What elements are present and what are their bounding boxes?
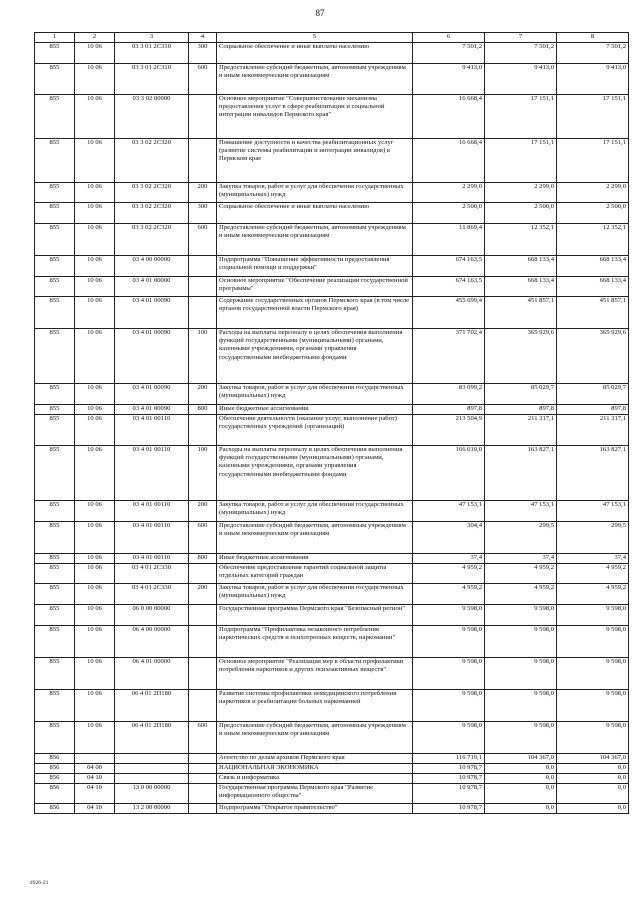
cell-amount-year-2: 9 598,0 [485, 722, 557, 754]
cell-amount-year-3: 365 929,6 [557, 329, 629, 384]
cell-name: Социальное обеспечение и иные выплаты населению [217, 43, 413, 64]
cell-target-article: 03 3 01 2С310 [115, 43, 189, 64]
cell-amount-year-3: 9 598,0 [557, 690, 629, 722]
header-row [35, 33, 629, 43]
cell-expense-type: 600 [189, 224, 217, 256]
cell-section: 10 06 [75, 722, 115, 754]
cell-amount-year-2: 4 959,2 [485, 564, 557, 584]
cell-name: Агентство по делам архивов Пермского края [217, 754, 413, 764]
cell-amount-year-3: 47 153,1 [557, 501, 629, 522]
cell-target-article: 03 4 01 00110 [115, 522, 189, 554]
cell-section: 10 06 [75, 297, 115, 329]
cell-ministry: 855 [35, 297, 75, 329]
cell-amount-year-3: 668 133,4 [557, 277, 629, 297]
cell-amount-year-1: 10 978,7 [413, 764, 485, 774]
cell-amount-year-3: 0,0 [557, 784, 629, 804]
cell-amount-year-2: 299,5 [485, 522, 557, 554]
cell-name: Закупка товаров, работ и услуг для обеспечения государственных (муниципальных) нужд [217, 501, 413, 522]
cell-amount-year-2: 9 598,0 [485, 605, 557, 626]
cell-ministry: 855 [35, 43, 75, 64]
cell-target-article: 03 4 01 00110 [115, 446, 189, 501]
cell-expense-type [189, 754, 217, 764]
cell-amount-year-1: 83 099,2 [413, 384, 485, 405]
cell-expense-type [189, 774, 217, 784]
cell-amount-year-3: 17 151,1 [557, 95, 629, 139]
cell-expense-type [189, 95, 217, 139]
cell-expense-type [189, 658, 217, 690]
cell-section: 04 00 [75, 764, 115, 774]
cell-expense-type: 600 [189, 722, 217, 754]
cell-section: 10 06 [75, 203, 115, 224]
cell-target-article: 03 3 02 00000 [115, 95, 189, 139]
cell-target-article: 03 3 02 2С320 [115, 183, 189, 203]
cell-name: Предоставление субсидий бюджетным, автономным учреждениям и иным некоммерческим организациям [217, 722, 413, 754]
cell-amount-year-1: 4 959,2 [413, 564, 485, 584]
cell-ministry: 855 [35, 256, 75, 277]
cell-expense-type [189, 605, 217, 626]
cell-section: 10 06 [75, 277, 115, 297]
table-row [35, 764, 629, 774]
cell-amount-year-3: 37,4 [557, 554, 629, 564]
cell-amount-year-3: 211 317,1 [557, 415, 629, 446]
cell-ministry: 855 [35, 329, 75, 384]
cell-name: Основное мероприятие "Обеспечение реализации государственной программы" [217, 277, 413, 297]
cell-amount-year-3: 9 598,0 [557, 626, 629, 658]
table-row [35, 754, 629, 764]
cell-amount-year-3: 0,0 [557, 774, 629, 784]
cell-amount-year-2: 9 598,0 [485, 658, 557, 690]
cell-amount-year-2: 9 598,0 [485, 626, 557, 658]
cell-amount-year-3: 4 959,2 [557, 584, 629, 605]
cell-amount-year-2: 12 352,1 [485, 224, 557, 256]
cell-ministry: 855 [35, 501, 75, 522]
cell-name: Закупка товаров, работ и услуг для обеспечения государственных (муниципальных) нужд [217, 384, 413, 405]
cell-name: Предоставление субсидий бюджетным, автономным учреждениям и иным некоммерческим организациям [217, 522, 413, 554]
cell-amount-year-3: 2 500,0 [557, 203, 629, 224]
cell-name: Иные бюджетные ассигнования [217, 405, 413, 415]
cell-section: 10 06 [75, 224, 115, 256]
cell-section: 10 06 [75, 690, 115, 722]
table-row [35, 43, 629, 64]
cell-target-article: 03 4 01 00110 [115, 554, 189, 564]
cell-expense-type: 100 [189, 329, 217, 384]
cell-target-article: 03 3 01 2С310 [115, 64, 189, 95]
cell-expense-type: 300 [189, 203, 217, 224]
cell-expense-type [189, 784, 217, 804]
cell-amount-year-2: 4 959,2 [485, 584, 557, 605]
cell-expense-type: 800 [189, 554, 217, 564]
cell-amount-year-2: 211 317,1 [485, 415, 557, 446]
table-row [35, 256, 629, 277]
cell-amount-year-1: 11 869,4 [413, 224, 485, 256]
cell-ministry: 855 [35, 584, 75, 605]
cell-name: Обеспечение предоставления гарантий социальной защиты отдельных категорий граждан [217, 564, 413, 584]
cell-name: Иные бюджетные ассигнования [217, 554, 413, 564]
cell-ministry: 855 [35, 139, 75, 183]
cell-amount-year-1: 897,8 [413, 405, 485, 415]
cell-amount-year-3: 85 029,7 [557, 384, 629, 405]
cell-ministry: 855 [35, 277, 75, 297]
cell-ministry: 855 [35, 405, 75, 415]
cell-amount-year-3: 897,8 [557, 405, 629, 415]
cell-amount-year-1: 9 413,0 [413, 64, 485, 95]
cell-amount-year-1: 16 668,4 [413, 139, 485, 183]
table-row [35, 384, 629, 405]
cell-name: Подпрограмма "Повышение эффективности предоставления социальной помощи и поддержки" [217, 256, 413, 277]
table-row [35, 564, 629, 584]
cell-amount-year-1: 10 978,7 [413, 774, 485, 784]
cell-expense-type [189, 277, 217, 297]
cell-ministry: 856 [35, 764, 75, 774]
budget-table [34, 32, 629, 814]
cell-amount-year-2: 104 367,0 [485, 754, 557, 764]
cell-amount-year-3: 9 598,0 [557, 605, 629, 626]
cell-target-article: 03 4 01 00090 [115, 297, 189, 329]
cell-amount-year-2: 668 133,4 [485, 256, 557, 277]
cell-section: 10 06 [75, 415, 115, 446]
column-header: 2 [75, 33, 115, 43]
column-header: 7 [485, 33, 557, 43]
cell-amount-year-1: 2 299,0 [413, 183, 485, 203]
cell-amount-year-1: 674 163,5 [413, 277, 485, 297]
cell-amount-year-2: 0,0 [485, 764, 557, 774]
cell-section: 10 06 [75, 183, 115, 203]
cell-ministry: 855 [35, 658, 75, 690]
column-header: 1 [35, 33, 75, 43]
cell-amount-year-3: 2 299,0 [557, 183, 629, 203]
cell-amount-year-3: 0,0 [557, 804, 629, 814]
cell-name: Содержание государственных органов Пермского края (в том числе органов государственной власти Пермского края) [217, 297, 413, 329]
column-header: 5 [217, 33, 413, 43]
cell-ministry: 855 [35, 722, 75, 754]
cell-ministry: 856 [35, 774, 75, 784]
cell-target-article: 03 4 01 00090 [115, 329, 189, 384]
table-row [35, 522, 629, 554]
cell-amount-year-3: 7 501,2 [557, 43, 629, 64]
cell-target-article: 13 0 00 00000 [115, 784, 189, 804]
cell-section: 10 06 [75, 501, 115, 522]
cell-name: Расходы на выплаты персоналу в целях обеспечения выполнения функций государственными (муниципальными) органами, казенными учреждениями, органами управления государственными внебюджетными фондами [217, 446, 413, 501]
cell-section: 10 06 [75, 554, 115, 564]
cell-expense-type [189, 297, 217, 329]
cell-amount-year-3: 9 598,0 [557, 658, 629, 690]
cell-amount-year-1: 4 959,2 [413, 584, 485, 605]
column-header: 4 [189, 33, 217, 43]
cell-expense-type [189, 690, 217, 722]
document-code: 4926-21 [30, 880, 49, 886]
page-number: 87 [315, 8, 325, 18]
cell-amount-year-3: 104 367,0 [557, 754, 629, 764]
cell-ministry: 855 [35, 605, 75, 626]
cell-section: 10 06 [75, 584, 115, 605]
cell-ministry: 855 [35, 522, 75, 554]
cell-section: 04 10 [75, 774, 115, 784]
cell-ministry: 855 [35, 626, 75, 658]
cell-amount-year-3: 9 413,0 [557, 64, 629, 95]
cell-name: Государственная программа Пермского края "Развитие информационного общества" [217, 784, 413, 804]
cell-ministry: 856 [35, 804, 75, 814]
cell-name: Закупка товаров, работ и услуг для обеспечения государственных (муниципальных) нужд [217, 183, 413, 203]
cell-amount-year-2: 17 151,1 [485, 95, 557, 139]
cell-amount-year-2: 47 153,1 [485, 501, 557, 522]
cell-amount-year-2: 37,4 [485, 554, 557, 564]
cell-target-article [115, 764, 189, 774]
cell-target-article [115, 774, 189, 784]
cell-name: Предоставление субсидий бюджетным, автономным учреждениям и иным некоммерческим организациям [217, 64, 413, 95]
table-row [35, 722, 629, 754]
cell-ministry: 855 [35, 64, 75, 95]
cell-amount-year-1: 9 598,0 [413, 690, 485, 722]
cell-section: 10 06 [75, 626, 115, 658]
cell-ministry: 855 [35, 95, 75, 139]
cell-amount-year-2: 9 598,0 [485, 690, 557, 722]
cell-name: Социальное обеспечение и иные выплаты населению [217, 203, 413, 224]
cell-amount-year-1: 37,4 [413, 554, 485, 564]
column-header: 8 [557, 33, 629, 43]
cell-expense-type [189, 764, 217, 774]
cell-target-article: 03 3 02 2С320 [115, 203, 189, 224]
cell-amount-year-1: 455 699,4 [413, 297, 485, 329]
cell-amount-year-2: 365 929,6 [485, 329, 557, 384]
cell-section: 04 10 [75, 804, 115, 814]
cell-amount-year-3: 668 133,4 [557, 256, 629, 277]
cell-section: 10 06 [75, 405, 115, 415]
cell-name: Повышение доступности и качества реабилитационных услуг (развитие системы реабилитации и интеграции инвалидов) в Пермском крае [217, 139, 413, 183]
cell-ministry: 855 [35, 446, 75, 501]
cell-amount-year-1: 166 010,0 [413, 446, 485, 501]
table-row [35, 139, 629, 183]
cell-amount-year-1: 304,4 [413, 522, 485, 554]
table-row [35, 804, 629, 814]
table-row [35, 446, 629, 501]
cell-ministry: 855 [35, 384, 75, 405]
cell-ministry: 855 [35, 690, 75, 722]
cell-amount-year-3: 9 598,0 [557, 722, 629, 754]
cell-target-article: 06 0 00 00000 [115, 605, 189, 626]
cell-target-article: 03 4 00 00000 [115, 256, 189, 277]
cell-amount-year-1: 7 501,2 [413, 43, 485, 64]
cell-amount-year-3: 4 959,2 [557, 564, 629, 584]
cell-expense-type: 200 [189, 384, 217, 405]
table-row [35, 95, 629, 139]
cell-amount-year-2: 0,0 [485, 804, 557, 814]
table-row [35, 774, 629, 784]
cell-amount-year-1: 16 668,4 [413, 95, 485, 139]
cell-section: 10 06 [75, 658, 115, 690]
cell-amount-year-2: 9 413,0 [485, 64, 557, 95]
cell-name: Предоставление субсидий бюджетным, автономным учреждениям и иным некоммерческим организациям [217, 224, 413, 256]
cell-section: 10 06 [75, 95, 115, 139]
cell-amount-year-1: 47 153,1 [413, 501, 485, 522]
cell-section: 10 06 [75, 256, 115, 277]
table-row [35, 224, 629, 256]
cell-name: Основное мероприятие "Совершенствование механизма предоставления услуг в сфере реабилитации и социальной интеграции инвалидов Пермского края" [217, 95, 413, 139]
cell-amount-year-3: 17 151,1 [557, 139, 629, 183]
cell-ministry: 855 [35, 183, 75, 203]
cell-amount-year-2: 897,8 [485, 405, 557, 415]
cell-target-article: 03 4 01 00110 [115, 501, 189, 522]
cell-expense-type: 100 [189, 446, 217, 501]
cell-amount-year-2: 163 827,1 [485, 446, 557, 501]
cell-target-article: 03 4 01 00090 [115, 384, 189, 405]
cell-section: 10 06 [75, 43, 115, 64]
cell-expense-type: 200 [189, 183, 217, 203]
table-row [35, 784, 629, 804]
cell-name: Основное мероприятие "Реализация мер в области профилактики потребления наркотиков и других психоактивных веществ" [217, 658, 413, 690]
cell-target-article: 13 2 00 00000 [115, 804, 189, 814]
cell-section: 10 06 [75, 139, 115, 183]
cell-expense-type [189, 139, 217, 183]
cell-section: 10 06 [75, 64, 115, 95]
cell-name: Связь и информатика [217, 774, 413, 784]
cell-amount-year-3: 0,0 [557, 764, 629, 774]
cell-expense-type [189, 415, 217, 446]
cell-target-article: 03 4 01 00090 [115, 405, 189, 415]
table-row [35, 329, 629, 384]
cell-amount-year-1: 371 702,4 [413, 329, 485, 384]
cell-name: Обеспечение деятельности (оказание услуг, выполнение работ) государственных учреждений (организаций) [217, 415, 413, 446]
table-row [35, 690, 629, 722]
cell-expense-type: 200 [189, 584, 217, 605]
table-row [35, 203, 629, 224]
cell-amount-year-1: 10 978,7 [413, 804, 485, 814]
cell-target-article [115, 754, 189, 764]
cell-amount-year-1: 116 719,1 [413, 754, 485, 764]
table-row [35, 183, 629, 203]
cell-expense-type [189, 564, 217, 584]
table-row [35, 626, 629, 658]
table-row [35, 405, 629, 415]
cell-name: Государственная программа Пермского края "Безопасный регион" [217, 605, 413, 626]
cell-amount-year-1: 2 500,0 [413, 203, 485, 224]
column-header: 3 [115, 33, 189, 43]
table-row [35, 605, 629, 626]
cell-expense-type [189, 804, 217, 814]
cell-name: НАЦИОНАЛЬНАЯ ЭКОНОМИКА [217, 764, 413, 774]
table-row [35, 658, 629, 690]
cell-expense-type: 800 [189, 405, 217, 415]
column-header: 6 [413, 33, 485, 43]
cell-amount-year-2: 668 133,4 [485, 277, 557, 297]
cell-amount-year-2: 2 500,0 [485, 203, 557, 224]
cell-name: Подпрограмма "Профилактика незаконного потребления наркотических средств и психотропных веществ, наркомании" [217, 626, 413, 658]
cell-expense-type [189, 256, 217, 277]
cell-section: 10 06 [75, 564, 115, 584]
cell-ministry: 855 [35, 415, 75, 446]
cell-amount-year-1: 10 978,7 [413, 784, 485, 804]
cell-target-article: 06 4 01 2П180 [115, 722, 189, 754]
cell-expense-type: 300 [189, 43, 217, 64]
table-row [35, 554, 629, 564]
cell-amount-year-1: 9 598,0 [413, 722, 485, 754]
cell-amount-year-1: 9 598,0 [413, 658, 485, 690]
cell-target-article: 03 3 02 2С320 [115, 139, 189, 183]
cell-amount-year-2: 2 299,0 [485, 183, 557, 203]
cell-target-article: 03 3 02 2С320 [115, 224, 189, 256]
cell-expense-type: 600 [189, 64, 217, 95]
cell-section: 10 06 [75, 446, 115, 501]
cell-section: 10 06 [75, 605, 115, 626]
cell-expense-type: 200 [189, 501, 217, 522]
cell-expense-type: 600 [189, 522, 217, 554]
cell-amount-year-2: 0,0 [485, 784, 557, 804]
table-row [35, 501, 629, 522]
cell-ministry: 855 [35, 554, 75, 564]
table-row [35, 584, 629, 605]
cell-target-article: 03 4 01 2С330 [115, 564, 189, 584]
cell-amount-year-1: 9 598,0 [413, 626, 485, 658]
cell-ministry: 855 [35, 203, 75, 224]
cell-ministry: 855 [35, 224, 75, 256]
table-row [35, 415, 629, 446]
cell-amount-year-2: 85 029,7 [485, 384, 557, 405]
cell-amount-year-2: 451 857,1 [485, 297, 557, 329]
cell-target-article: 03 4 01 00000 [115, 277, 189, 297]
cell-name: Расходы на выплаты персоналу в целях обеспечения выполнения функций государственными (муниципальными) органами, казенными учреждениями, органами управления государственными внебюджетными фондами [217, 329, 413, 384]
cell-target-article: 06 4 00 00000 [115, 626, 189, 658]
table-row [35, 64, 629, 95]
cell-ministry: 856 [35, 784, 75, 804]
cell-expense-type [189, 626, 217, 658]
cell-amount-year-3: 12 352,1 [557, 224, 629, 256]
table-row [35, 277, 629, 297]
cell-amount-year-3: 451 857,1 [557, 297, 629, 329]
cell-name: Подпрограмма "Открытое правительство" [217, 804, 413, 814]
cell-ministry: 855 [35, 564, 75, 584]
cell-target-article: 06 4 01 2П180 [115, 690, 189, 722]
cell-section: 04 10 [75, 784, 115, 804]
cell-target-article: 03 4 01 00110 [115, 415, 189, 446]
cell-amount-year-2: 17 151,1 [485, 139, 557, 183]
cell-amount-year-1: 674 163,5 [413, 256, 485, 277]
cell-amount-year-2: 7 501,2 [485, 43, 557, 64]
cell-target-article: 03 4 01 2С330 [115, 584, 189, 605]
cell-amount-year-2: 0,0 [485, 774, 557, 784]
cell-section [75, 754, 115, 764]
cell-amount-year-1: 213 504,9 [413, 415, 485, 446]
cell-section: 10 06 [75, 522, 115, 554]
cell-section: 10 06 [75, 384, 115, 405]
cell-name: Закупка товаров, работ и услуг для обеспечения государственных (муниципальных) нужд [217, 584, 413, 605]
cell-section: 10 06 [75, 329, 115, 384]
cell-ministry: 856 [35, 754, 75, 764]
cell-amount-year-3: 299,5 [557, 522, 629, 554]
cell-amount-year-3: 163 827,1 [557, 446, 629, 501]
cell-target-article: 06 4 01 00000 [115, 658, 189, 690]
cell-name: Развитие системы профилактики немедицинского потребления наркотиков и реабилитации больных наркоманией [217, 690, 413, 722]
cell-amount-year-1: 9 598,0 [413, 605, 485, 626]
table-row [35, 297, 629, 329]
